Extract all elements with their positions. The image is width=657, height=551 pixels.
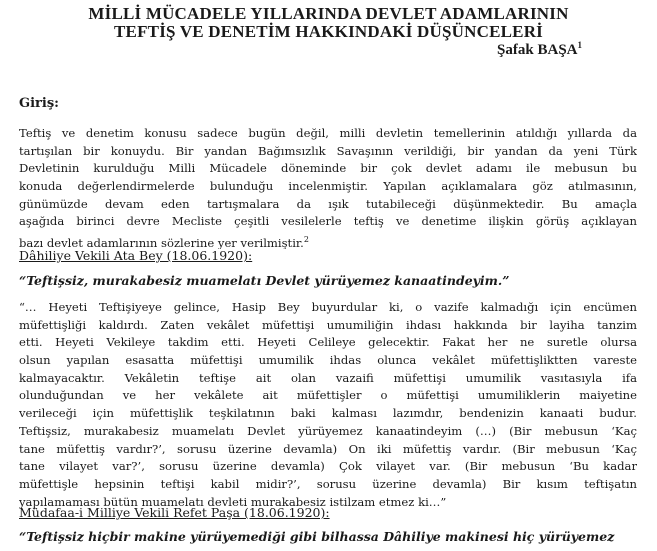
- document-title-line-1: MİLLİ MÜCADELE YILLARINDA DEVLET ADAMLARININ: [88, 4, 569, 23]
- section1-line: tane vilayet var?’, sorusu üzerine devamla) Çok vilayet var. (Bir mebusun ‘Bu kadar: [19, 459, 637, 474]
- section1-line: tane müfettiş vardır?’, sorusu üzerine devamla) On iki müfettiş vardır. (Bir mebusun ‘Kaç: [19, 441, 637, 456]
- section1-line: yapılamaması bütün muamelatı devleti murakabesiz istilzam etmez ki…”: [19, 494, 447, 509]
- section1-line: olunduğundan ve her vekâlete ait müfettişler o müfettişi umumiliklerin maiyetine: [19, 388, 637, 403]
- section2-speaker: Müdafaa-i Milliye Vekili Refet Paşa (18.06.1920):: [19, 505, 330, 520]
- intro-line-text: bazı devlet adamlarının sözlerine yer verilmiştir.: [19, 236, 304, 249]
- document-title-line-2: TEFTİŞ VE DENETİM HAKKINDAKİ DÜŞÜNCELERİ: [114, 22, 543, 41]
- intro-line: tartışılan bir konuydu. Bir yandan Bağımsızlık Savaşının verildiği, bir yandan da yeni Türk: [19, 143, 637, 158]
- author-footnote-marker: 1: [577, 40, 582, 50]
- section1-line: kalmayacaktır. Vekâletin teftişe ait olan vazaifi müfettişi umumilik vasıtasıyla ifa: [19, 370, 637, 385]
- section1-speaker: Dâhiliye Vekili Ata Bey (18.06.1920):: [19, 248, 253, 263]
- section1-paragraph: [19, 299, 637, 511]
- section1-line: müfettişliği kaldırdı. Zaten vekâlet müfettişi umumiliğin ihdası hakkında bir layiha tanzim: [19, 317, 637, 332]
- section1-quote: “Teftişsiz, murakabesiz muamelatı Devlet yürüyemez kanaatindeyim.”: [19, 273, 510, 288]
- section1-line: “… Heyeti Teftişiyeye gelince, Hasip Bey buyurdular ki, o vazife kalmadığı için encümen: [19, 300, 637, 314]
- intro-line: aşağıda birinci devre Mecliste çeşitli vesilelerle teftiş ve denetime ilişkin görüş açıklayan: [19, 214, 637, 229]
- section1-line: etti. Heyeti Vekileye takdim etti. Heyeti Celileye gelecektir. Fakat her ne suretle olursa: [19, 335, 637, 350]
- intro-line: Teftiş ve denetim konusu sadece bugün değil, milli devletin temellerinin atıldığı yıllarda da: [19, 126, 637, 140]
- section1-line: Teftişsiz, murakabesiz muamelatı Devlet yürüyemez kanaatindeyim (…) (Bir mebusun ‘Kaç: [19, 423, 637, 438]
- intro-line-last: [19, 231, 637, 249]
- section1-line: olsun yapılan esasatta müfettişi umumilik ihdas olunca vekâlet müfettişliktten vareste: [19, 353, 637, 368]
- author-text: Şafak BAŞA: [497, 42, 578, 58]
- intro-heading: Giriş:: [19, 96, 59, 111]
- intro-paragraph: [19, 125, 637, 249]
- section1-line: müfettişle hepsinin teftişi kabil midir?’, sorusu üzerine devamla) Bir kısım teftişatın: [19, 476, 637, 491]
- section1-line: verileceği için müfettişlik teşkilatının baki kalması lazımdır, bendenizin kanaati budur.: [19, 406, 637, 421]
- intro-footnote-marker: 2: [303, 235, 309, 245]
- section2-quote: “Teftişsiz hiçbir makine yürüyemediği gibi bilhassa Dâhiliye makinesi hiç yürüyemez: [19, 529, 615, 544]
- intro-line: konuda değerlendirmelerde bulunduğu incelenmiştir. Yapılan açıklamalara göz atılmasının,: [19, 179, 637, 194]
- intro-line: günümüzde devam eden tartışmalara da ışık tutabileceği düşünmektedir. Bu amaçla: [19, 196, 637, 211]
- intro-line: Devletinin kurulduğu Milli Mücadele döneminde bir çok devlet adamı ile mebusun bu: [19, 161, 637, 176]
- author-name: [497, 40, 582, 59]
